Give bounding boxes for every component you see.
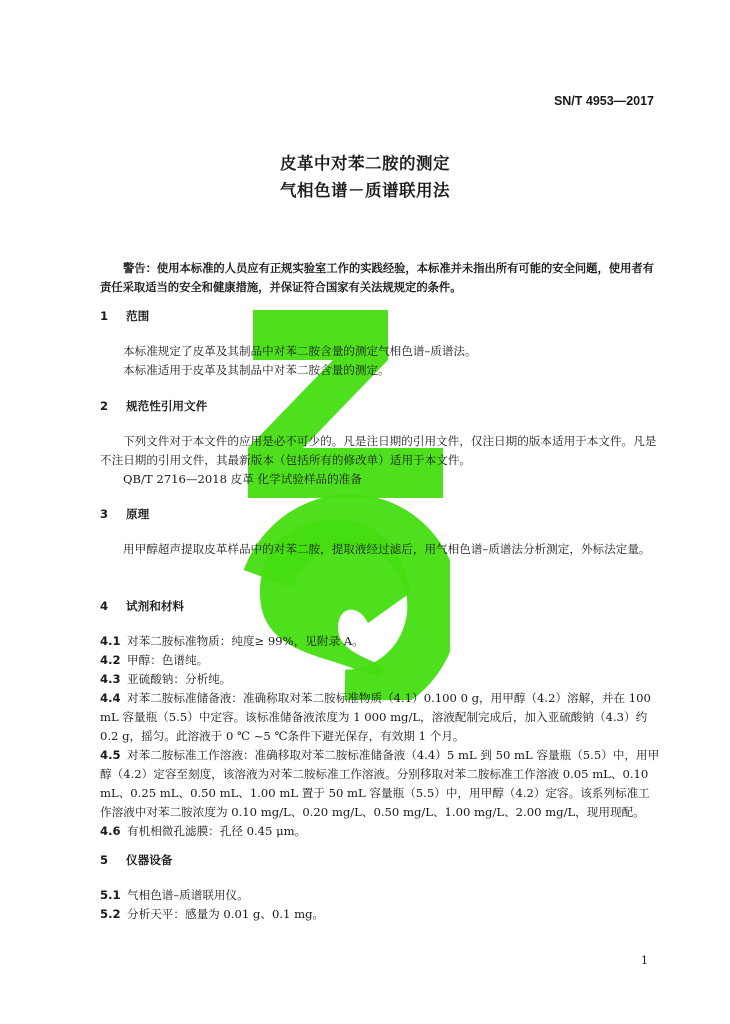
item-number: 4.2 [100,653,121,667]
reference-item: QB/T 2716—2018 皮革 化学试验样品的准备 [123,472,362,486]
list-item [100,689,660,746]
item-text: 气相色谱–质谱联用仪。 [127,888,249,902]
section-body-5 [100,886,660,924]
section-heading-1 [100,308,149,324]
section-number: 4 [100,599,109,613]
item-number: 5.1 [100,888,121,902]
item-text: 对苯二胺标准储备液：准确称取对苯二胺标准物质（4.1）0.100 0 g，用甲醇（4.2）溶解，并在 100 mL 容量瓶（5.5）中定容。该标准储备液浓度为 1 000 mg/L，溶液配制完成后，加入亚硫酸钠（4.3）约 0.2 g，摇匀。此溶液于 0 ℃ ~5 ℃条件下避光保存，有效期 1 个月。 [100,691,651,743]
section-heading-4 [100,598,184,614]
page-number: 1 [641,954,648,967]
item-text: 有机相微孔滤膜：孔径 0.45 μm。 [127,824,307,838]
item-text: 分析天平：感量为 0.01 g、0.1 mg。 [127,907,325,921]
section-title: 试剂和材料 [126,599,185,613]
list-item [100,670,660,689]
paragraph: 本标准规定了皮革及其制品中对苯二胺含量的测定气相色谱–质谱法。 [123,344,477,358]
paragraph: 下列文件对于本文件的应用是必不可少的。凡是注日期的引用文件，仅注日期的版本适用于本文件。凡是不注日期的引用文件，其最新版本（包括所有的修改单）适用于本文件。 [100,434,657,467]
list-item [100,746,660,822]
document-title-line1: 皮革中对苯二胺的测定 [280,154,450,173]
list-item [100,822,660,841]
item-number: 4.6 [100,824,121,838]
item-number: 4.5 [100,748,121,762]
section-body-1 [100,342,660,380]
section-number: 2 [100,399,109,413]
warning-text: 警告：使用本标准的人员应有正规实验室工作的实践经验，本标准并未指出所有可能的安全问题，使用者有责任采取适当的安全和健康措施，并保证符合国家有关法规规定的条件。 [100,262,654,295]
warning-block [100,248,660,309]
paragraph: 用甲醇超声提取皮革样品中的对苯二胺，提取液经过滤后，用气相色谱–质谱法分析测定，外标法定量。 [123,542,651,556]
section-heading-2 [100,398,207,414]
item-number: 4.4 [100,691,121,705]
list-item [100,886,660,905]
item-number: 4.1 [100,634,121,648]
list-item [100,651,660,670]
section-body-2 [100,432,660,489]
item-text: 对苯二胺标准工作溶液：准确移取对苯二胺标准储备液（4.4）5 mL 到 50 mL 容量瓶（5.5）中，用甲醇（4.2）定容至刻度，该溶液为对苯二胺标准工作溶液。分别移取对苯二胺标准工作溶液 0.05 mL、0.10 mL、0.25 mL、0.50 mL、1.00 mL 置于 50 mL 容量瓶（5.5）中，用甲醇（4.2）定容。该系列标准工作溶液中对苯二胺浓度为 0.10 mg/L、0.20 mg/L、0.50 mg/L、1.00 mg/L、2.00 mg/L，现用现配。 [100,748,660,819]
section-title: 规范性引用文件 [126,399,208,413]
list-item [100,632,660,651]
section-number: 5 [100,853,109,867]
document-title-line2: 气相色谱－质谱联用法 [280,181,450,200]
section-number: 1 [100,309,109,323]
section-title: 范围 [126,309,150,323]
standard-code: SN/T 4953—2017 [553,94,654,108]
section-body-3 [100,540,660,559]
item-number: 5.2 [100,907,121,921]
section-number: 3 [100,507,109,521]
section-heading-3 [100,506,149,522]
paragraph: 本标准适用于皮革及其制品中对苯二胺含量的测定。 [123,363,390,377]
item-text: 对苯二胺标准物质：纯度≥ 99%，见附录 A。 [127,634,364,648]
item-number: 4.3 [100,672,121,686]
section-title: 仪器设备 [126,853,173,867]
list-item [100,905,660,924]
section-body-4 [100,632,660,841]
section-heading-5 [100,852,172,868]
section-title: 原理 [126,507,150,521]
item-text: 甲醇：色谱纯。 [127,653,209,667]
item-text: 亚硫酸钠：分析纯。 [127,672,232,686]
